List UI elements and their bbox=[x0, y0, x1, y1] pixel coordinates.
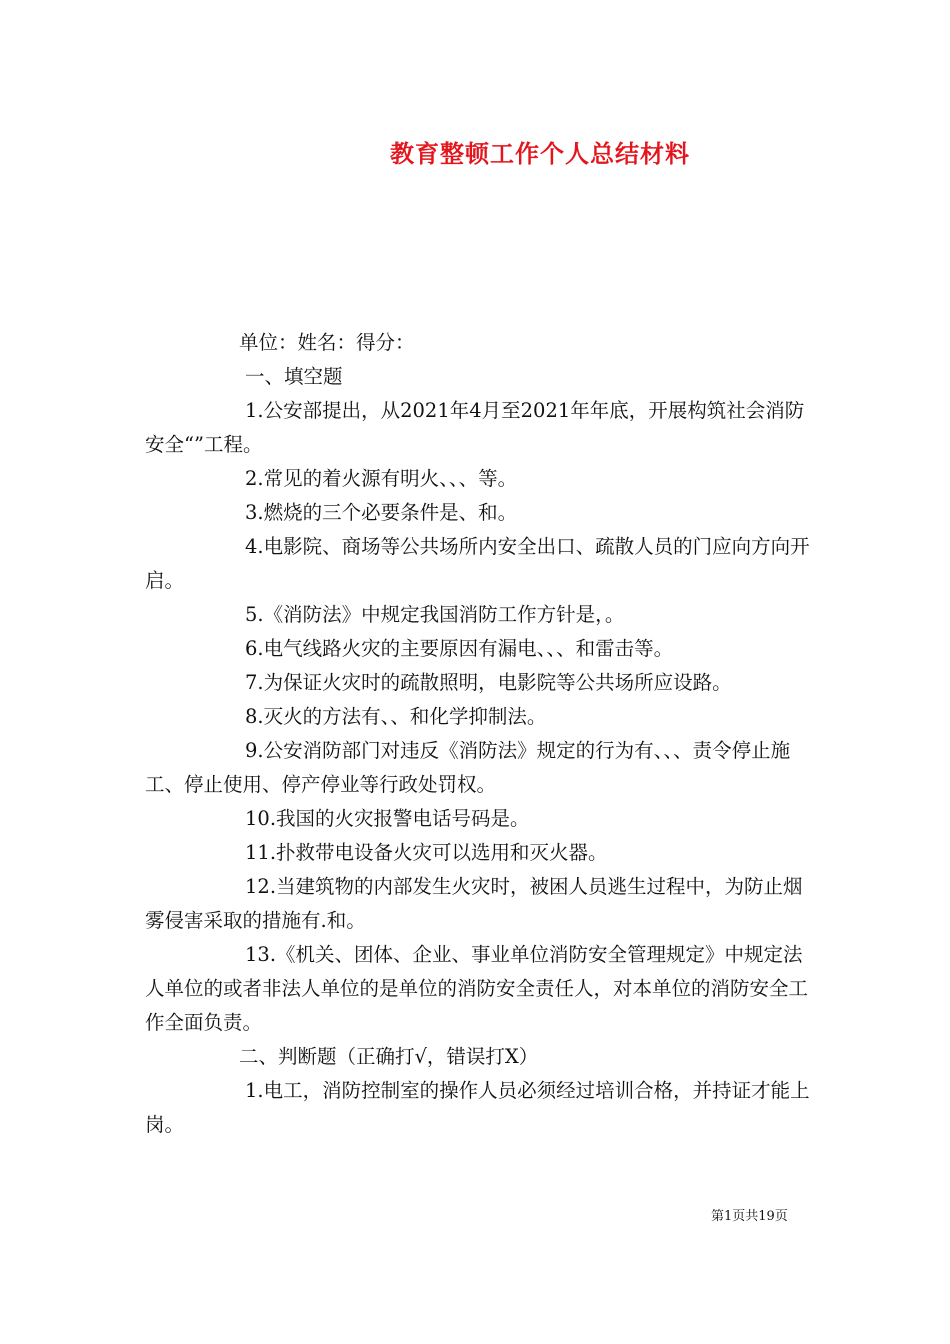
question-item: 3.燃烧的三个必要条件是、和。 bbox=[245, 501, 518, 524]
document-title: 教育整顿工作个人总结材料 bbox=[390, 139, 690, 168]
question-item: 10.我国的火灾报警电话号码是。 bbox=[245, 807, 530, 830]
section-heading: 一、填空题 bbox=[245, 365, 343, 388]
question-item: 1.公安部提出，从2021年4月至2021年年底，开展构筑社会消防安全“”工程。 bbox=[145, 399, 805, 456]
question-item: 13.《机关、团体、企业、事业单位消防安全管理规定》中规定法人单位的或者非法人单位的是单位的消防安全责任人，对本单位的消防安全工作全面负责。 bbox=[145, 943, 809, 1034]
question-item: 5.《消防法》中规定我国消防工作方针是，。 bbox=[245, 603, 625, 626]
question-item: 8.灭火的方法有、、和化学抑制法。 bbox=[245, 705, 547, 728]
page-number: 第1页共19页 bbox=[711, 1209, 788, 1224]
question-item: 12.当建筑物的内部发生火灾时，被困人员逃生过程中，为防止烟雾侵害采取的措施有.和。 bbox=[145, 875, 803, 932]
question-item: 11.扑救带电设备火灾可以选用和灭火器。 bbox=[245, 841, 608, 864]
question-item: 9.公安消防部门对违反《消防法》规定的行为有、、、责令停止施工、停止使用、停产停业等行政处罚权。 bbox=[145, 739, 791, 796]
header-line: 单位：姓名：得分： bbox=[239, 331, 415, 354]
question-item: 1.电工，消防控制室的操作人员必须经过培训合格，并持证才能上岗。 bbox=[145, 1079, 810, 1136]
question-item: 6.电气线路火灾的主要原因有漏电、、、和雷击等。 bbox=[245, 637, 674, 660]
question-item: 7.为保证火灾时的疏散照明，电影院等公共场所应设路。 bbox=[245, 671, 732, 694]
document-body bbox=[145, 326, 810, 1142]
question-item: 2.常见的着火源有明火、、、等。 bbox=[245, 467, 518, 490]
section-heading: 二、判断题（正确打√，错误打X） bbox=[239, 1045, 539, 1068]
question-item: 4.电影院、商场等公共场所内安全出口、疏散人员的门应向方向开启。 bbox=[145, 535, 810, 592]
